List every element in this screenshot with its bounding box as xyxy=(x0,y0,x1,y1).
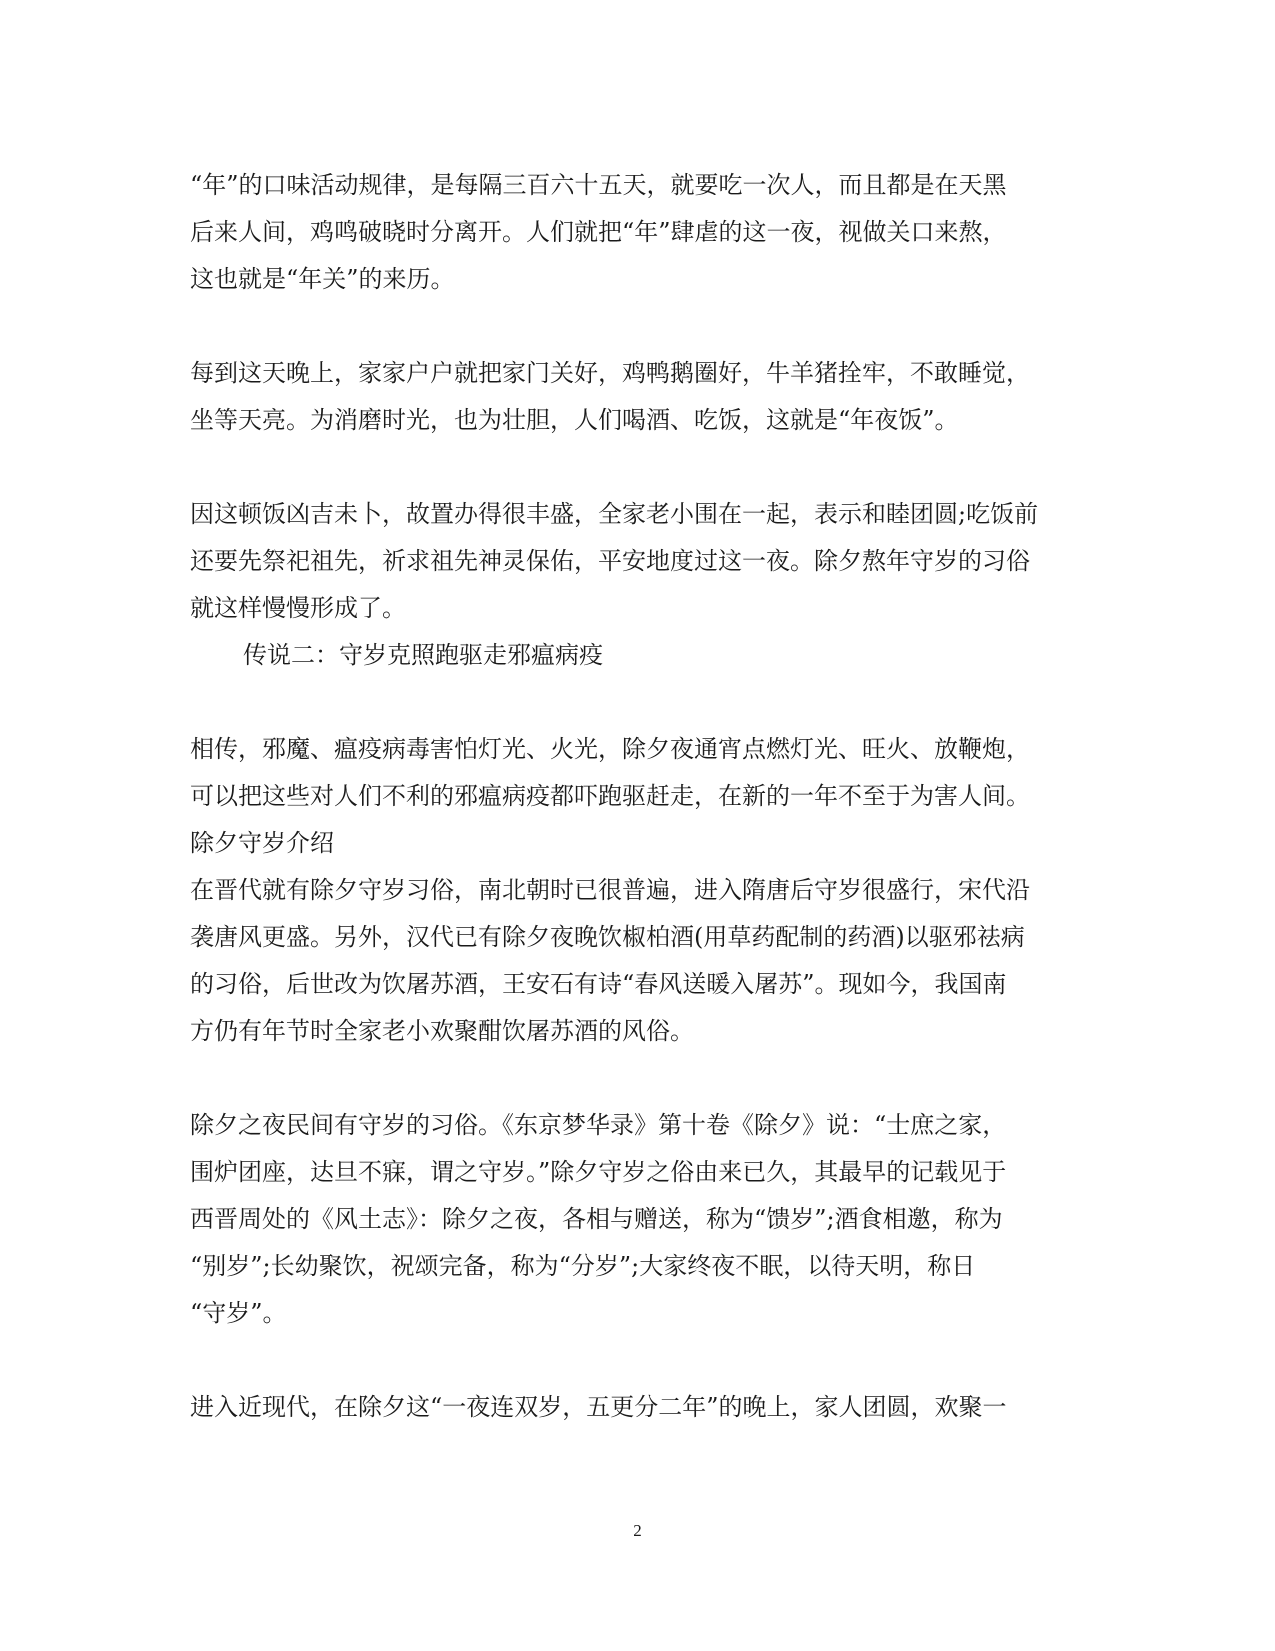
text-line: 这也就是“年关”的来历。 xyxy=(190,265,455,293)
paragraph-gap xyxy=(190,303,1090,350)
paragraph-gap xyxy=(190,1055,1090,1102)
text-line: 西晋周处的《风土志》：除夕之夜，各相与赠送，称为“馈岁”;酒食相邀，称为 xyxy=(190,1205,1003,1233)
text-line: 方仍有年节时全家老小欢聚酣饮屠苏酒的风俗。 xyxy=(190,1017,694,1045)
text-line: 除夕之夜民间有守岁的习俗。《东京梦华录》第十卷《除夕》说：“士庶之家， xyxy=(190,1111,1007,1139)
paragraph-gap xyxy=(190,679,1090,726)
text-line: 后来人间，鸡鸣破晓时分离开。人们就把“年”肆虐的这一夜，视做关口来熬， xyxy=(190,218,1007,246)
text-line: 坐等天亮。为消磨时光，也为壮胆，人们喝酒、吃饭，这就是“年夜饭”。 xyxy=(190,406,959,434)
section-heading: 传说二：守岁克照跑驱走邪瘟病疫 xyxy=(243,641,603,669)
text-line: “别岁”;长幼聚饮，祝颂完备，称为“分岁”;大家终夜不眠，以待天明，称日 xyxy=(190,1252,976,1280)
document-body xyxy=(190,162,1090,1431)
text-line: “守岁”。 xyxy=(190,1299,287,1327)
text-line: 还要先祭祀祖先，祈求祖先神灵保佑，平安地度过这一夜。除夕熬年守岁的习俗 xyxy=(190,547,1030,575)
text-line: 袭唐风更盛。另外，汉代已有除夕夜晚饮椒柏酒(用草药配制的药酒)以驱邪祛病 xyxy=(190,923,1025,951)
paragraph-gap xyxy=(190,1337,1090,1384)
text-line: 进入近现代，在除夕这“一夜连双岁，五更分二年”的晚上，家人团圆，欢聚一 xyxy=(190,1393,1007,1421)
text-line: 因这顿饭凶吉未卜，故置办得很丰盛，全家老小围在一起，表示和睦团圆;吃饭前 xyxy=(190,500,1039,528)
paragraph-gap xyxy=(190,444,1090,491)
text-line: 的习俗，后世改为饮屠苏酒，王安石有诗“春风送暖入屠苏”。现如今，我国南 xyxy=(190,970,1007,998)
text-line: 围炉团座，达旦不寐，谓之守岁。”除夕守岁之俗由来已久，其最早的记载见于 xyxy=(190,1158,1007,1186)
text-line: 就这样慢慢形成了。 xyxy=(190,594,406,622)
text-line: 可以把这些对人们不利的邪瘟病疫都吓跑驱赶走，在新的一年不至于为害人间。 xyxy=(190,782,1030,810)
page-number: 2 xyxy=(633,1521,642,1540)
text-line: “年”的口味活动规律，是每隔三百六十五天，就要吃一次人，而且都是在天黑 xyxy=(190,171,1007,199)
text-line: 在晋代就有除夕守岁习俗，南北朝时已很普遍，进入隋唐后守岁很盛行，宋代沿 xyxy=(190,876,1030,904)
text-line: 相传，邪魔、瘟疫病毒害怕灯光、火光，除夕夜通宵点燃灯光、旺火、放鞭炮， xyxy=(190,735,1030,763)
text-line: 每到这天晚上，家家户户就把家门关好，鸡鸭鹅圈好，牛羊猪拴牢，不敢睡觉， xyxy=(190,359,1030,387)
section-heading: 除夕守岁介绍 xyxy=(190,829,334,857)
